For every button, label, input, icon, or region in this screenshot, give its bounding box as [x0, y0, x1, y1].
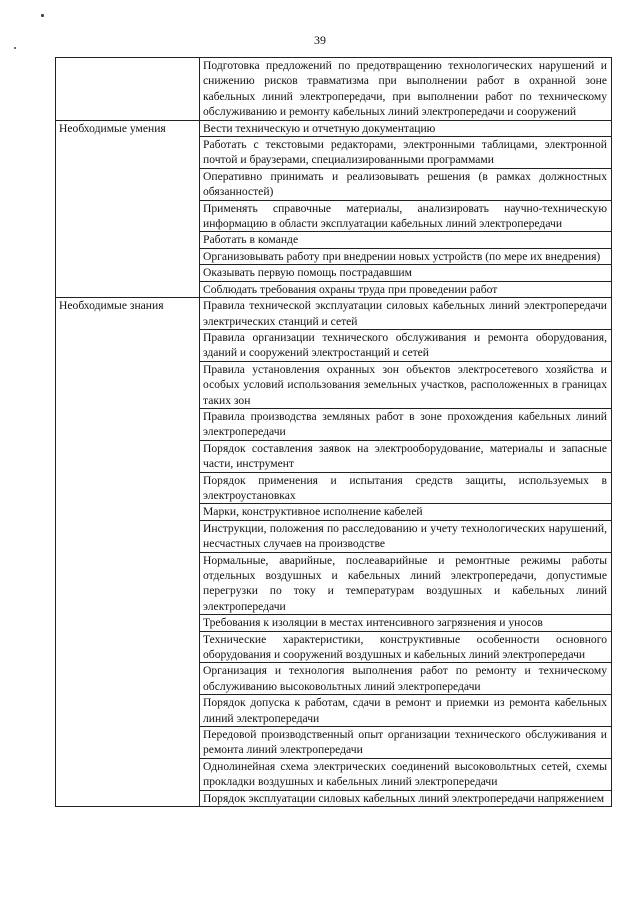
requirement-item: Соблюдать требования охраны труда при проведении работ — [200, 281, 612, 297]
requirements-table — [55, 57, 612, 807]
requirement-item: Требования к изоляции в местах интенсивного загрязнения и уносов — [200, 615, 612, 631]
requirement-item: Оказывать первую помощь пострадавшим — [200, 265, 612, 281]
table-row — [56, 58, 612, 121]
section-label-cell — [56, 58, 200, 121]
page-number: 39 — [314, 33, 326, 47]
requirement-item: Организовывать работу при внедрении новых устройств (по мере их внедрения) — [200, 248, 612, 264]
requirement-item: Инструкции, положения по расследованию и учету технологических нарушений, несчастных случаев на производстве — [200, 520, 612, 552]
requirement-item: Передовой производственный опыт организации технического обслуживания и ремонта линий электропередачи — [200, 727, 612, 759]
requirement-item: Правила организации технического обслуживания и ремонта оборудования, зданий и сооружений электростанций и сетей — [200, 329, 612, 361]
requirement-item: Правила технической эксплуатации силовых кабельных линий электропередачи электрических станций и сетей — [200, 298, 612, 330]
requirement-item: Правила производства земляных работ в зоне прохождения кабельных линий электропередачи — [200, 408, 612, 440]
table-row — [56, 120, 612, 136]
requirement-item: Вести техническую и отчетную документацию — [200, 120, 612, 136]
requirement-item: Оперативно принимать и реализовывать решения (в рамках должностных обязанностей) — [200, 168, 612, 200]
table-row — [56, 298, 612, 330]
requirement-item: Технические характеристики, конструктивные особенности основного оборудования и сооружений воздушных и кабельных линий электропередачи — [200, 631, 612, 663]
section-label-cell: Необходимые умения — [56, 120, 200, 297]
requirement-item: Порядок допуска к работам, сдачи в ремонт и приемки из ремонта кабельных линий электропередачи — [200, 695, 612, 727]
requirement-item: Порядок эксплуатации силовых кабельных линий электропередачи напряжением — [200, 790, 612, 806]
requirement-item: Работать с текстовыми редакторами, электронными таблицами, электронной почтой и браузерами, специализированными программами — [200, 137, 612, 169]
requirement-item: Порядок применения и испытания средств защиты, используемых в электроустановках — [200, 472, 612, 504]
scan-speck — [41, 14, 44, 17]
requirement-item: Работать в команде — [200, 232, 612, 248]
requirement-item: Марки, конструктивное исполнение кабелей — [200, 504, 612, 520]
section-label-cell: Необходимые знания — [56, 298, 200, 807]
requirement-item: Порядок составления заявок на электрооборудование, материалы и запасные части, инструмент — [200, 440, 612, 472]
requirement-item: Организация и технология выполнения работ по ремонту и техническому обслуживанию высоковольтных линий электропередачи — [200, 663, 612, 695]
requirement-item: Подготовка предложений по предотвращению технологических нарушений и снижению рисков травматизма при выполнении работ в охранной зоне кабельных линий электропередачи, при выполнении работ по техническому обслуживанию и ремонту кабельных линий электропередачи и сооружений — [200, 58, 612, 121]
requirement-item: Нормальные, аварийные, послеаварийные и ремонтные режимы работы отдельных воздушных и кабельных линий электропередачи, допустимые перегрузки по току и температурам воздушных и кабельных линий электропередачи — [200, 552, 612, 615]
requirement-item: Применять справочные материалы, анализировать научно-техническую информацию в области эксплуатации кабельных линий электропередачи — [200, 200, 612, 232]
requirement-item: Правила установления охранных зон объектов электросетевого хозяйства и особых условий использования земельных участков, расположенных в границах таких зон — [200, 361, 612, 408]
requirement-item: Однолинейная схема электрических соединений высоковольтных сетей, схемы прокладки воздушных и кабельных линий электропередачи — [200, 758, 612, 790]
